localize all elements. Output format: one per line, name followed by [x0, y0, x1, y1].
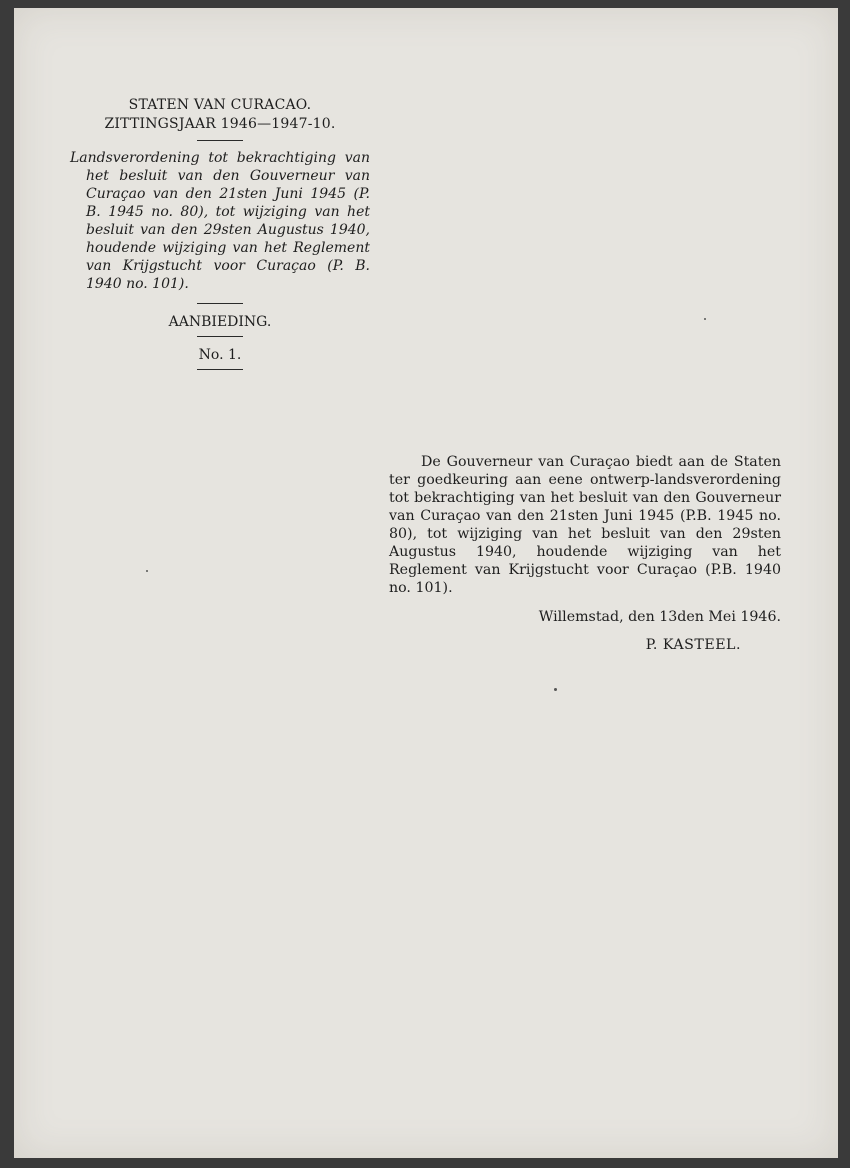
right-column [389, 453, 781, 653]
divider [197, 303, 243, 304]
left-column [70, 96, 370, 376]
section-label: AANBIEDING. [168, 314, 272, 330]
divider [197, 369, 243, 370]
divider [197, 140, 243, 141]
divider [197, 336, 243, 337]
document-title: Landsverordening tot bekrachtiging van het besluit van den Gouverneur van Curaçao van den 21sten Juni 1945 (P. B. 1945 no. 80), tot wijziging van het besluit van den 29sten Augustus 1940, houdende wijziging van het Reglement van Krijgstucht voor Curaçao (P. B. 1940 no. 101). [70, 150, 370, 292]
date-line: Willemstad, den 13den Mei 1946. [538, 609, 781, 625]
body-paragraph: De Gouverneur van Curaçao biedt aan de Staten ter goedkeuring aan eene ontwerp-landsverordening tot bekrachtiging van het besluit van den Gouverneur van Curaçao van den 21sten Juni 1945 (P.B. 1945 no. 80), tot wijziging van het besluit van den 29sten Augustus 1940, houdende wijziging van het Reglement van Krijgstucht voor Curaçao (P.B. 1940 no. 101). [389, 454, 781, 596]
document-page [14, 8, 838, 1158]
speck-mark [146, 570, 148, 572]
number-label: No. 1. [198, 347, 242, 363]
speck-mark [554, 688, 557, 691]
signature: P. KASTEEL. [645, 637, 741, 653]
header-line-2: ZITTINGSJAAR 1946—1947-10. [104, 116, 336, 132]
header-line-1: STATEN VAN CURACAO. [128, 97, 312, 113]
speck-mark [704, 318, 706, 320]
